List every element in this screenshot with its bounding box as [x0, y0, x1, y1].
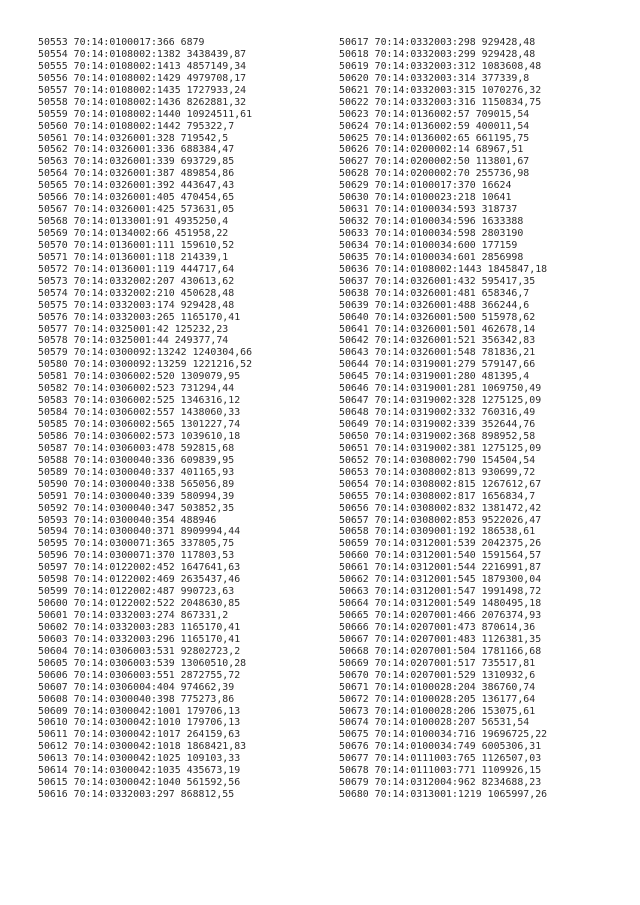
record-line: 50595 70:14:0300071:365 337805,75	[38, 538, 235, 550]
record-line: 50621 70:14:0332003:315 1070276,32	[339, 84, 542, 96]
record-line: 50585 70:14:0306002:565 1301227,74	[38, 419, 241, 430]
record-line: 50657 70:14:0308002:853 9522026,47	[339, 514, 542, 526]
record-line: 50576 70:14:0332003:265 1165170,41	[38, 311, 241, 323]
record-line: 50643 70:14:0326001:548 781836,21	[339, 347, 536, 359]
record-line: 50624 70:14:0136002:59 400011,54	[339, 120, 530, 132]
record-line: 50678 70:14:0111003:771 1109926,15	[339, 765, 542, 777]
record-line: 50564 70:14:0326001:387 489854,86	[38, 168, 235, 180]
record-line: 50675 70:14:0100034:716 19696725,22	[339, 729, 548, 741]
record-line: 50603 70:14:0332003:296 1165170,41	[38, 633, 241, 645]
record-line: 50665 70:14:0207001:466 2076374,93	[339, 610, 542, 621]
record-line: 50570 70:14:0136001:111 159610,52	[38, 239, 235, 251]
record-line: 50674 70:14:0100028:207 56531,54	[339, 717, 530, 729]
record-line: 50600 70:14:0122002:522 2048630,85	[38, 598, 241, 610]
record-line: 50574 70:14:0332002:210 450628,48	[38, 287, 235, 299]
record-line: 50619 70:14:0332003:312 1083608,48	[339, 60, 542, 72]
record-line: 50565 70:14:0326001:392 443647,43	[38, 180, 235, 192]
record-line: 50560 70:14:0108002:1442 795322,7	[38, 120, 235, 132]
record-line: 50582 70:14:0306002:523 731294,44	[38, 383, 235, 395]
record-line: 50637 70:14:0326001:432 595417,35	[339, 275, 536, 287]
record-line: 50649 70:14:0319002:339 352644,76	[339, 419, 536, 430]
record-line: 50654 70:14:0308002:815 1267612,67	[339, 478, 542, 490]
record-line: 50592 70:14:0300040:347 503852,35	[38, 502, 235, 514]
record-line: 50566 70:14:0326001:405 470454,65	[38, 192, 235, 204]
record-line: 50663 70:14:0312001:547 1991498,72	[339, 586, 542, 598]
record-line: 50679 70:14:0312004:962 8234688,23	[339, 777, 542, 789]
record-line: 50661 70:14:0312001:544 2216991,87	[339, 562, 542, 574]
record-line: 50671 70:14:0100028:204 386760,74	[339, 681, 536, 693]
record-line: 50680 70:14:0313001:1219 1065997,26	[339, 789, 548, 801]
record-line: 50653 70:14:0308002:813 930699,72	[339, 466, 536, 478]
record-line: 50670 70:14:0207001:529 1310932,6	[339, 669, 536, 681]
record-line: 50645 70:14:0319001:280 481395,4	[339, 371, 530, 383]
record-line: 50634 70:14:0100034:600 177159	[339, 239, 518, 251]
record-line: 50656 70:14:0308002:832 1381472,42	[339, 502, 542, 514]
record-line: 50555 70:14:0108002:1413 4857149,34	[38, 60, 247, 72]
record-line: 50598 70:14:0122002:469 2635437,46	[38, 574, 241, 586]
record-line: 50610 70:14:0300042:1010 179706,13	[38, 717, 241, 729]
record-line: 50662 70:14:0312001:545 1879300,04	[339, 574, 542, 586]
record-line: 50581 70:14:0306002:520 1309079,95	[38, 371, 241, 383]
record-line: 50623 70:14:0136002:57 709015,54	[339, 108, 530, 120]
record-line: 50561 70:14:0326001:328 719542,5	[38, 132, 229, 144]
record-line: 50672 70:14:0100028:205 136177,64	[339, 693, 536, 705]
record-line: 50609 70:14:0300042:1001 179706,13	[38, 705, 241, 717]
record-line: 50615 70:14:0300042:1040 561592,56	[38, 777, 241, 789]
record-line: 50632 70:14:0100034:596 1633388	[339, 216, 524, 228]
record-line: 50602 70:14:0332003:283 1165170,41	[38, 621, 241, 633]
record-line: 50648 70:14:0319002:332 760316,49	[339, 407, 536, 419]
record-line: 50587 70:14:0306003:478 592815,68	[38, 442, 235, 454]
record-line: 50647 70:14:0319002:328 1275125,09	[339, 395, 542, 407]
left-column	[38, 37, 330, 801]
record-line: 50554 70:14:0108002:1382 3438439,87	[38, 48, 247, 60]
record-line: 50642 70:14:0326001:521 356342,83	[339, 335, 536, 347]
record-line: 50611 70:14:0300042:1017 264159,63	[38, 729, 241, 741]
record-line: 50667 70:14:0207001:483 1126381,35	[339, 633, 542, 645]
record-line: 50612 70:14:0300042:1018 1868421,83	[38, 741, 247, 753]
record-line: 50646 70:14:0319001:281 1069750,49	[339, 383, 542, 395]
record-line: 50616 70:14:0332003:297 868812,55	[38, 789, 235, 801]
record-line: 50607 70:14:0306004:404 974662,39	[38, 681, 235, 693]
record-line: 50597 70:14:0122002:452 1647641,63	[38, 562, 241, 574]
record-line: 50605 70:14:0306003:539 13060510,28	[38, 657, 247, 669]
right-column	[339, 37, 631, 801]
record-line: 50556 70:14:0108002:1429 4979708,17	[38, 72, 247, 84]
record-line: 50650 70:14:0319002:368 898952,58	[339, 430, 536, 442]
record-line: 50628 70:14:0200002:70 255736,98	[339, 168, 530, 180]
record-line: 50591 70:14:0300040:339 580994,39	[38, 490, 235, 502]
record-line: 50640 70:14:0326001:500 515978,62	[339, 311, 536, 323]
record-line: 50578 70:14:0325001:44 249377,74	[38, 335, 229, 347]
record-line: 50594 70:14:0300040:371 8909994,44	[38, 526, 241, 538]
record-line: 50677 70:14:0111003:765 1126507,03	[339, 753, 542, 765]
record-line: 50627 70:14:0200002:50 113801,67	[339, 156, 530, 168]
record-line: 50608 70:14:0300040:398 775273,86	[38, 693, 235, 705]
record-line: 50584 70:14:0306002:557 1438060,33	[38, 407, 241, 419]
record-line: 50620 70:14:0332003:314 377339,8	[339, 72, 530, 84]
record-line: 50586 70:14:0306002:573 1039610,18	[38, 430, 241, 442]
record-line: 50660 70:14:0312001:540 1591564,57	[339, 550, 542, 562]
record-line: 50651 70:14:0319002:381 1275125,09	[339, 442, 542, 454]
record-line: 50629 70:14:0100017:370 16624	[339, 180, 512, 192]
record-line: 50614 70:14:0300042:1035 435673,19	[38, 765, 241, 777]
record-line: 50559 70:14:0108002:1440 10924511,61	[38, 108, 253, 120]
record-line: 50569 70:14:0134002:66 451958,22	[38, 228, 229, 239]
record-line: 50631 70:14:0100034:593 318737	[339, 204, 518, 216]
record-line: 50553 70:14:0100017:366 6879	[38, 37, 205, 48]
record-line: 50580 70:14:0300092:13259 1221216,52	[38, 359, 253, 371]
record-line: 50626 70:14:0200002:14 68967,51	[339, 144, 524, 156]
record-line: 50573 70:14:0332002:207 430613,62	[38, 275, 235, 287]
record-line: 50638 70:14:0326001:481 658346,7	[339, 287, 530, 299]
record-line: 50604 70:14:0306003:531 92802723,2	[38, 645, 241, 657]
record-line: 50635 70:14:0100034:601 2856998	[339, 251, 524, 263]
record-line: 50579 70:14:0300092:13242 1240304,66	[38, 347, 253, 359]
record-line: 50563 70:14:0326001:339 693729,85	[38, 156, 235, 168]
record-line: 50622 70:14:0332003:316 1150834,75	[339, 96, 542, 108]
record-line: 50625 70:14:0136002:65 661195,75	[339, 132, 530, 144]
record-line: 50575 70:14:0332003:174 929428,48	[38, 299, 235, 311]
record-line: 50583 70:14:0306002:525 1346316,12	[38, 395, 241, 407]
record-line: 50668 70:14:0207001:504 1781166,68	[339, 645, 542, 657]
record-line: 50673 70:14:0100028:206 153075,61	[339, 705, 536, 717]
record-line: 50633 70:14:0100034:598 2803190	[339, 228, 524, 239]
record-line: 50639 70:14:0326001:488 366244,6	[339, 299, 530, 311]
record-line: 50588 70:14:0300040:336 609839,95	[38, 454, 235, 466]
record-line: 50618 70:14:0332003:299 929428,48	[339, 48, 536, 60]
record-line: 50593 70:14:0300040:354 488946	[38, 514, 217, 526]
record-line: 50601 70:14:0332003:274 867331,2	[38, 610, 229, 621]
record-line: 50658 70:14:0309001:192 186538,61	[339, 526, 536, 538]
record-line: 50562 70:14:0326001:336 688384,47	[38, 144, 235, 156]
record-line: 50630 70:14:0100023:218 10641	[339, 192, 512, 204]
record-line: 50558 70:14:0108002:1436 8262881,32	[38, 96, 247, 108]
record-line: 50644 70:14:0319001:279 579147,66	[339, 359, 536, 371]
record-line: 50659 70:14:0312001:539 2042375,26	[339, 538, 542, 550]
record-line: 50577 70:14:0325001:42 125232,23	[38, 323, 229, 335]
record-line: 50664 70:14:0312001:549 1480495,18	[339, 598, 542, 610]
record-line: 50666 70:14:0207001:473 870614,36	[339, 621, 536, 633]
record-line: 50568 70:14:0133001:91 4935250,4	[38, 216, 229, 228]
record-line: 50652 70:14:0308002:790 154504,54	[339, 454, 536, 466]
record-line: 50590 70:14:0300040:338 565056,89	[38, 478, 235, 490]
record-line: 50571 70:14:0136001:118 214339,1	[38, 251, 229, 263]
record-line: 50636 70:14:0108002:1443 1845847,18	[339, 263, 548, 275]
record-line: 50606 70:14:0306003:551 2872755,72	[38, 669, 241, 681]
record-line: 50596 70:14:0300071:370 117803,53	[38, 550, 235, 562]
record-line: 50676 70:14:0100034:749 6005306,31	[339, 741, 542, 753]
record-line: 50669 70:14:0207001:517 735517,81	[339, 657, 536, 669]
record-line: 50641 70:14:0326001:501 462678,14	[339, 323, 536, 335]
record-line: 50557 70:14:0108002:1435 1727933,24	[38, 84, 247, 96]
record-line: 50655 70:14:0308002:817 1656834,7	[339, 490, 536, 502]
record-line: 50613 70:14:0300042:1025 109103,33	[38, 753, 241, 765]
record-line: 50599 70:14:0122002:487 990723,63	[38, 586, 235, 598]
record-line: 50617 70:14:0332003:298 929428,48	[339, 37, 536, 48]
record-line: 50589 70:14:0300040:337 401165,93	[38, 466, 235, 478]
record-line: 50567 70:14:0326001:425 573631,05	[38, 204, 235, 216]
record-line: 50572 70:14:0136001:119 444717,64	[38, 263, 235, 275]
